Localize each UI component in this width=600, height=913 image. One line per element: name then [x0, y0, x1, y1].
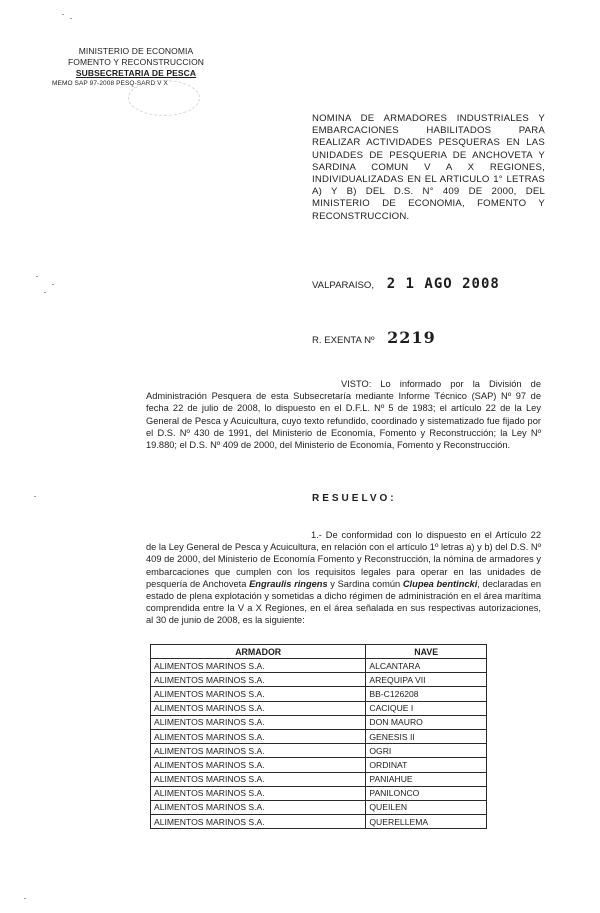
- nave-cell: ALCANTARA: [366, 659, 487, 673]
- nave-cell: CACIQUE I: [366, 701, 487, 715]
- stamped-date: 2 1 AGO 2008: [386, 276, 500, 292]
- armador-cell: ALIMENTOS MARINOS S.A.: [151, 687, 366, 701]
- nave-cell: ORDINAT: [366, 758, 487, 772]
- resolution-number: 2219: [387, 328, 436, 347]
- armador-cell: ALIMENTOS MARINOS S.A.: [151, 715, 366, 729]
- nave-cell: AREQUIPA VII: [366, 673, 487, 687]
- scan-speck: [36, 276, 38, 277]
- armador-cell: ALIMENTOS MARINOS S.A.: [151, 673, 366, 687]
- scan-speck: [70, 18, 72, 19]
- nave-cell: PANILONCO: [366, 786, 487, 800]
- column-header-armador: ARMADOR: [151, 645, 366, 659]
- table-header-row: [151, 645, 487, 659]
- table-row: [151, 758, 487, 772]
- armador-cell: ALIMENTOS MARINOS S.A.: [151, 758, 366, 772]
- species-sardina: Clupea bentincki: [402, 578, 478, 589]
- resolution-number-line: [312, 328, 436, 347]
- nave-cell: OGRI: [366, 744, 487, 758]
- table-row: [151, 744, 487, 758]
- armador-cell: ALIMENTOS MARINOS S.A.: [151, 744, 366, 758]
- document-title: NOMINA DE ARMADORES INDUSTRIALES Y EMBARCACIONES HABILITADOS PARA REALIZAR ACTIVIDADES PESQUERAS EN LAS UNIDADES DE PESQUERIA DE ANCHOVETA Y SARDINA COMUN V A X REGIONES, INDIVIDUALIZADAS EN EL ARTICULO 1° LETRAS A) Y B) DEL D.S. N° 409 DE 2000, DEL MINISTERIO DE ECONOMIA, FOMENTO Y RECONSTRUCCION.: [312, 113, 545, 222]
- place-date-line: [312, 276, 500, 292]
- table-row: [151, 772, 487, 786]
- para1-text-c: , declaradas en estado de plena explotación y sometidas a dicho régimen de administración en el área marítima comprendida entre la V a X Regiones, en el área señalada en sus respectivas autorizaciones, al 30 de junio de 2008, es la siguiente:: [146, 578, 541, 626]
- armador-cell: ALIMENTOS MARINOS S.A.: [151, 729, 366, 743]
- armadores-table: [150, 644, 487, 829]
- nave-cell: BB-C126208: [366, 687, 487, 701]
- nave-cell: QUEILEN: [366, 800, 487, 814]
- armador-cell: ALIMENTOS MARINOS S.A.: [151, 786, 366, 800]
- table-row: [151, 673, 487, 687]
- table-row: [151, 786, 487, 800]
- ministry-header: [52, 46, 216, 88]
- table-row: [151, 729, 487, 743]
- para1-text-b: y Sardina común: [327, 578, 403, 589]
- scan-speck: [44, 292, 46, 293]
- scan-speck: [52, 284, 54, 285]
- armador-cell: ALIMENTOS MARINOS S.A.: [151, 772, 366, 786]
- scan-speck: [34, 496, 36, 497]
- table-row: [151, 715, 487, 729]
- armador-cell: ALIMENTOS MARINOS S.A.: [151, 815, 366, 829]
- visto-paragraph: VISTO: Lo informado por la División de Administración Pesquera de esta Subsecretaría mediante Informe Técnico (SAP) Nº 97 de fecha 22 de julio de 2008, lo dispuesto en el D.F.L. Nº 5 de 1983; el artículo 22 de la Ley General de Pesca y Acuicultura, cuyo texto refundido, coordinado y sistematizado fue fijado por el D.S. Nº 430 de 1991, del Ministerio de Economía, Fomento y Reconstrucción; la Ley Nº 19.880; el D.S. Nº 409 de 2000, del Ministerio de Economía, Fomento y Reconstrucción.: [146, 379, 541, 451]
- resuelvo-heading: RESUELVO:: [312, 493, 397, 504]
- column-header-nave: NAVE: [366, 645, 487, 659]
- subsecretaria-name: SUBSECRETARIA DE PESCA: [75, 68, 197, 78]
- ministry-branch: FOMENTO Y RECONSTRUCCION: [67, 57, 205, 67]
- table-row: [151, 701, 487, 715]
- armador-cell: ALIMENTOS MARINOS S.A.: [151, 659, 366, 673]
- scan-speck: [62, 14, 64, 15]
- nave-cell: GENESIS II: [366, 729, 487, 743]
- scan-speck: [24, 898, 26, 899]
- exenta-label: R. EXENTA Nº: [312, 335, 375, 346]
- para1-text-a: 1.- De conformidad con lo dispuesto en el Artículo 22 de la Ley General de Pesca y Acuicultura, en relación con el artículo 1º letras a) y b) del D.S. Nº 409 de 2000, del Ministerio de Economía Fomento y Reconstrucción, la nómina de armadores y embarcaciones que cumplen con los requisitos legales para operar en las unidades de pesquería de Anchoveta: [146, 530, 541, 589]
- place-name: VALPARAISO,: [312, 280, 375, 291]
- table-row: [151, 687, 487, 701]
- armador-cell: ALIMENTOS MARINOS S.A.: [151, 701, 366, 715]
- memo-reference: MEMO SAP 97-2008 PESQ-SARD V X: [52, 80, 168, 87]
- table-row: [151, 815, 487, 829]
- nave-cell: QUERELLEMA: [366, 815, 487, 829]
- faded-seal-stamp: [128, 80, 200, 116]
- armador-cell: ALIMENTOS MARINOS S.A.: [151, 800, 366, 814]
- table-row: [151, 800, 487, 814]
- ministry-name: MINISTERIO DE ECONOMIA: [78, 46, 194, 56]
- article-1-paragraph: [146, 529, 541, 627]
- table-row: [151, 659, 487, 673]
- nave-cell: PANIAHUE: [366, 772, 487, 786]
- nave-cell: DON MAURO: [366, 715, 487, 729]
- species-anchoveta: Engraulis ringens: [249, 578, 328, 589]
